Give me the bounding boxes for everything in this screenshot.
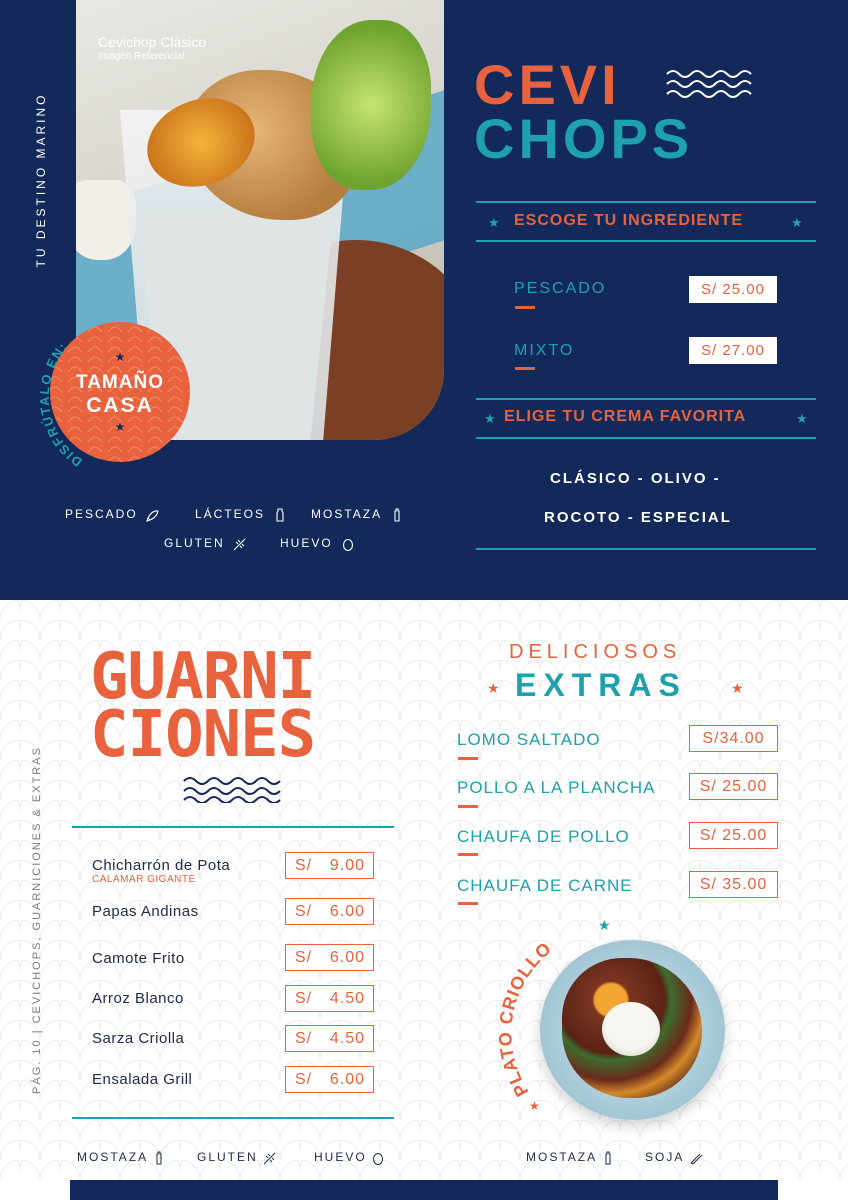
- item-dash: [458, 805, 478, 808]
- extra-item-name: POLLO A LA PLANCHA: [457, 778, 656, 797]
- allergen-legend-left: MOSTAZA: [77, 1150, 165, 1165]
- allergen-pescado: PESCADO: [65, 507, 160, 522]
- svg-text:DISFRÚTALO EN:: [37, 339, 85, 470]
- item-dash: [458, 902, 478, 905]
- allergen-gluten-bottom: GLUTEN: [197, 1150, 277, 1165]
- egg-icon: [372, 1151, 384, 1165]
- plato-criollo-text: PLATO CRIOLLO: [495, 937, 556, 1101]
- ingredient-name: PESCADO: [514, 280, 607, 297]
- extra-item-price: S/ 25.00: [689, 822, 778, 849]
- side-item-price: S/ 4.50: [285, 985, 374, 1012]
- wheat-icon: [233, 537, 247, 551]
- side-item-price: S/ 6.00: [285, 944, 374, 971]
- title-chops: CHOPS: [474, 107, 694, 170]
- badge-curved-text: DISFRÚTALO EN:: [36, 338, 85, 470]
- title-wave-ornament: [665, 66, 760, 102]
- item-dash: [515, 306, 535, 309]
- divider-line: [476, 548, 816, 550]
- page-side-label: PÁG. 10 | CEVICHOPS, GUARNICIONES & EXTRAS: [31, 746, 43, 1094]
- extras-pretitle: DELICIOSOS: [509, 641, 682, 663]
- cream-options-line1: CLÁSICO - OLIVO -: [550, 470, 721, 487]
- section-ingredient-title: ESCOGE TU INGREDIENTE: [514, 212, 744, 229]
- plato-criollo-label: [495, 910, 625, 1110]
- mustard-bottle-icon: [602, 1151, 614, 1165]
- divider-line: [476, 201, 816, 203]
- extra-item-price: S/34.00: [689, 725, 778, 752]
- badge-line2: CASA: [86, 394, 154, 417]
- guarniciones-title-line1: GUARNI: [90, 640, 316, 714]
- allergen-legend-right: MOSTAZA: [526, 1150, 614, 1165]
- guarniciones-wave-ornament: [182, 773, 282, 803]
- ingredient-name: MIXTO: [514, 342, 575, 359]
- ingredient-price: S/ 25.00: [689, 276, 777, 303]
- mustard-bottle-icon: [153, 1151, 165, 1165]
- title-cevi: CEVI: [474, 53, 621, 116]
- footer-bar: [70, 1180, 778, 1200]
- photo-caption-title: Cevichop Clásico: [98, 34, 207, 50]
- extra-item-name: CHAUFA DE CARNE: [457, 876, 633, 895]
- mustard-bottle-icon: [390, 508, 404, 522]
- side-item-name: Ensalada Grill: [92, 1071, 193, 1088]
- side-item-price: S/ 4.50: [285, 1025, 374, 1052]
- star-icon: ★: [598, 917, 611, 933]
- star-icon: ★: [796, 411, 808, 426]
- photo-caption-subtitle: Imagen Referencial: [98, 51, 185, 62]
- fish-icon: [146, 508, 160, 522]
- guarniciones-title-line2: CIONES: [90, 698, 316, 772]
- side-item-name: Chicharrón de Pota: [92, 857, 231, 874]
- star-icon: ★: [488, 215, 500, 230]
- allergen-gluten: GLUTEN: [164, 536, 247, 551]
- ingredient-price: S/ 27.00: [689, 337, 777, 364]
- star-icon: ★: [529, 1099, 540, 1110]
- milk-bottle-icon: [273, 508, 287, 522]
- divider-line: [476, 437, 816, 439]
- star-icon: ★: [487, 680, 500, 696]
- side-tagline-text: TU DESTINO MARINO: [34, 92, 48, 268]
- badge-star-icon: ★: [114, 350, 126, 364]
- side-item-name: Papas Andinas: [92, 903, 199, 920]
- cream-options-line2: ROCOTO - ESPECIAL: [544, 509, 732, 526]
- badge-curved-label: [28, 300, 218, 490]
- extra-item-name: LOMO SALTADO: [457, 730, 601, 749]
- side-item-price: S/ 6.00: [285, 898, 374, 925]
- extras-title: EXTRAS: [515, 667, 687, 703]
- page-side-text: [26, 680, 48, 1160]
- side-item-price: S/ 6.00: [285, 1066, 374, 1093]
- side-item-name: Arroz Blanco: [92, 990, 184, 1007]
- side-tagline: [29, 75, 53, 285]
- allergen-lacteos: LÁCTEOS: [195, 507, 287, 522]
- wheat-icon: [263, 1151, 277, 1165]
- item-dash: [458, 757, 478, 760]
- badge-line1: TAMAÑO: [76, 372, 164, 393]
- divider-line: [476, 398, 816, 400]
- item-dash: [458, 853, 478, 856]
- badge-star-icon: ★: [114, 420, 126, 434]
- star-icon: ★: [791, 215, 803, 230]
- divider-line: [72, 1117, 394, 1119]
- divider-line: [72, 826, 394, 828]
- extra-item-price: S/ 25.00: [689, 773, 778, 800]
- star-icon: ★: [731, 680, 744, 696]
- allergen-huevo: HUEVO: [280, 536, 355, 551]
- soy-sauce-icon: [689, 1151, 703, 1165]
- side-item-subtitle: CALAMAR GIGANTE: [92, 874, 196, 885]
- extra-item-price: S/ 35.00: [689, 871, 778, 898]
- wave-edge: [0, 580, 848, 610]
- allergen-mostaza: MOSTAZA: [311, 507, 404, 522]
- divider-line: [476, 240, 816, 242]
- side-item-name: Camote Frito: [92, 950, 185, 967]
- side-item-name: Sarza Criolla: [92, 1030, 185, 1047]
- section-cream-title: ELIGE TU CREMA FAVORITA: [504, 408, 747, 425]
- allergen-soja-bottom: SOJA: [645, 1150, 703, 1165]
- allergen-huevo-bottom: HUEVO: [314, 1150, 384, 1165]
- svg-text:PLATO CRIOLLO: [495, 938, 555, 1100]
- egg-icon: [341, 537, 355, 551]
- item-dash: [515, 367, 535, 370]
- side-item-price: S/ 9.00: [285, 852, 374, 879]
- extra-item-name: CHAUFA DE POLLO: [457, 827, 630, 846]
- star-icon: ★: [484, 411, 496, 426]
